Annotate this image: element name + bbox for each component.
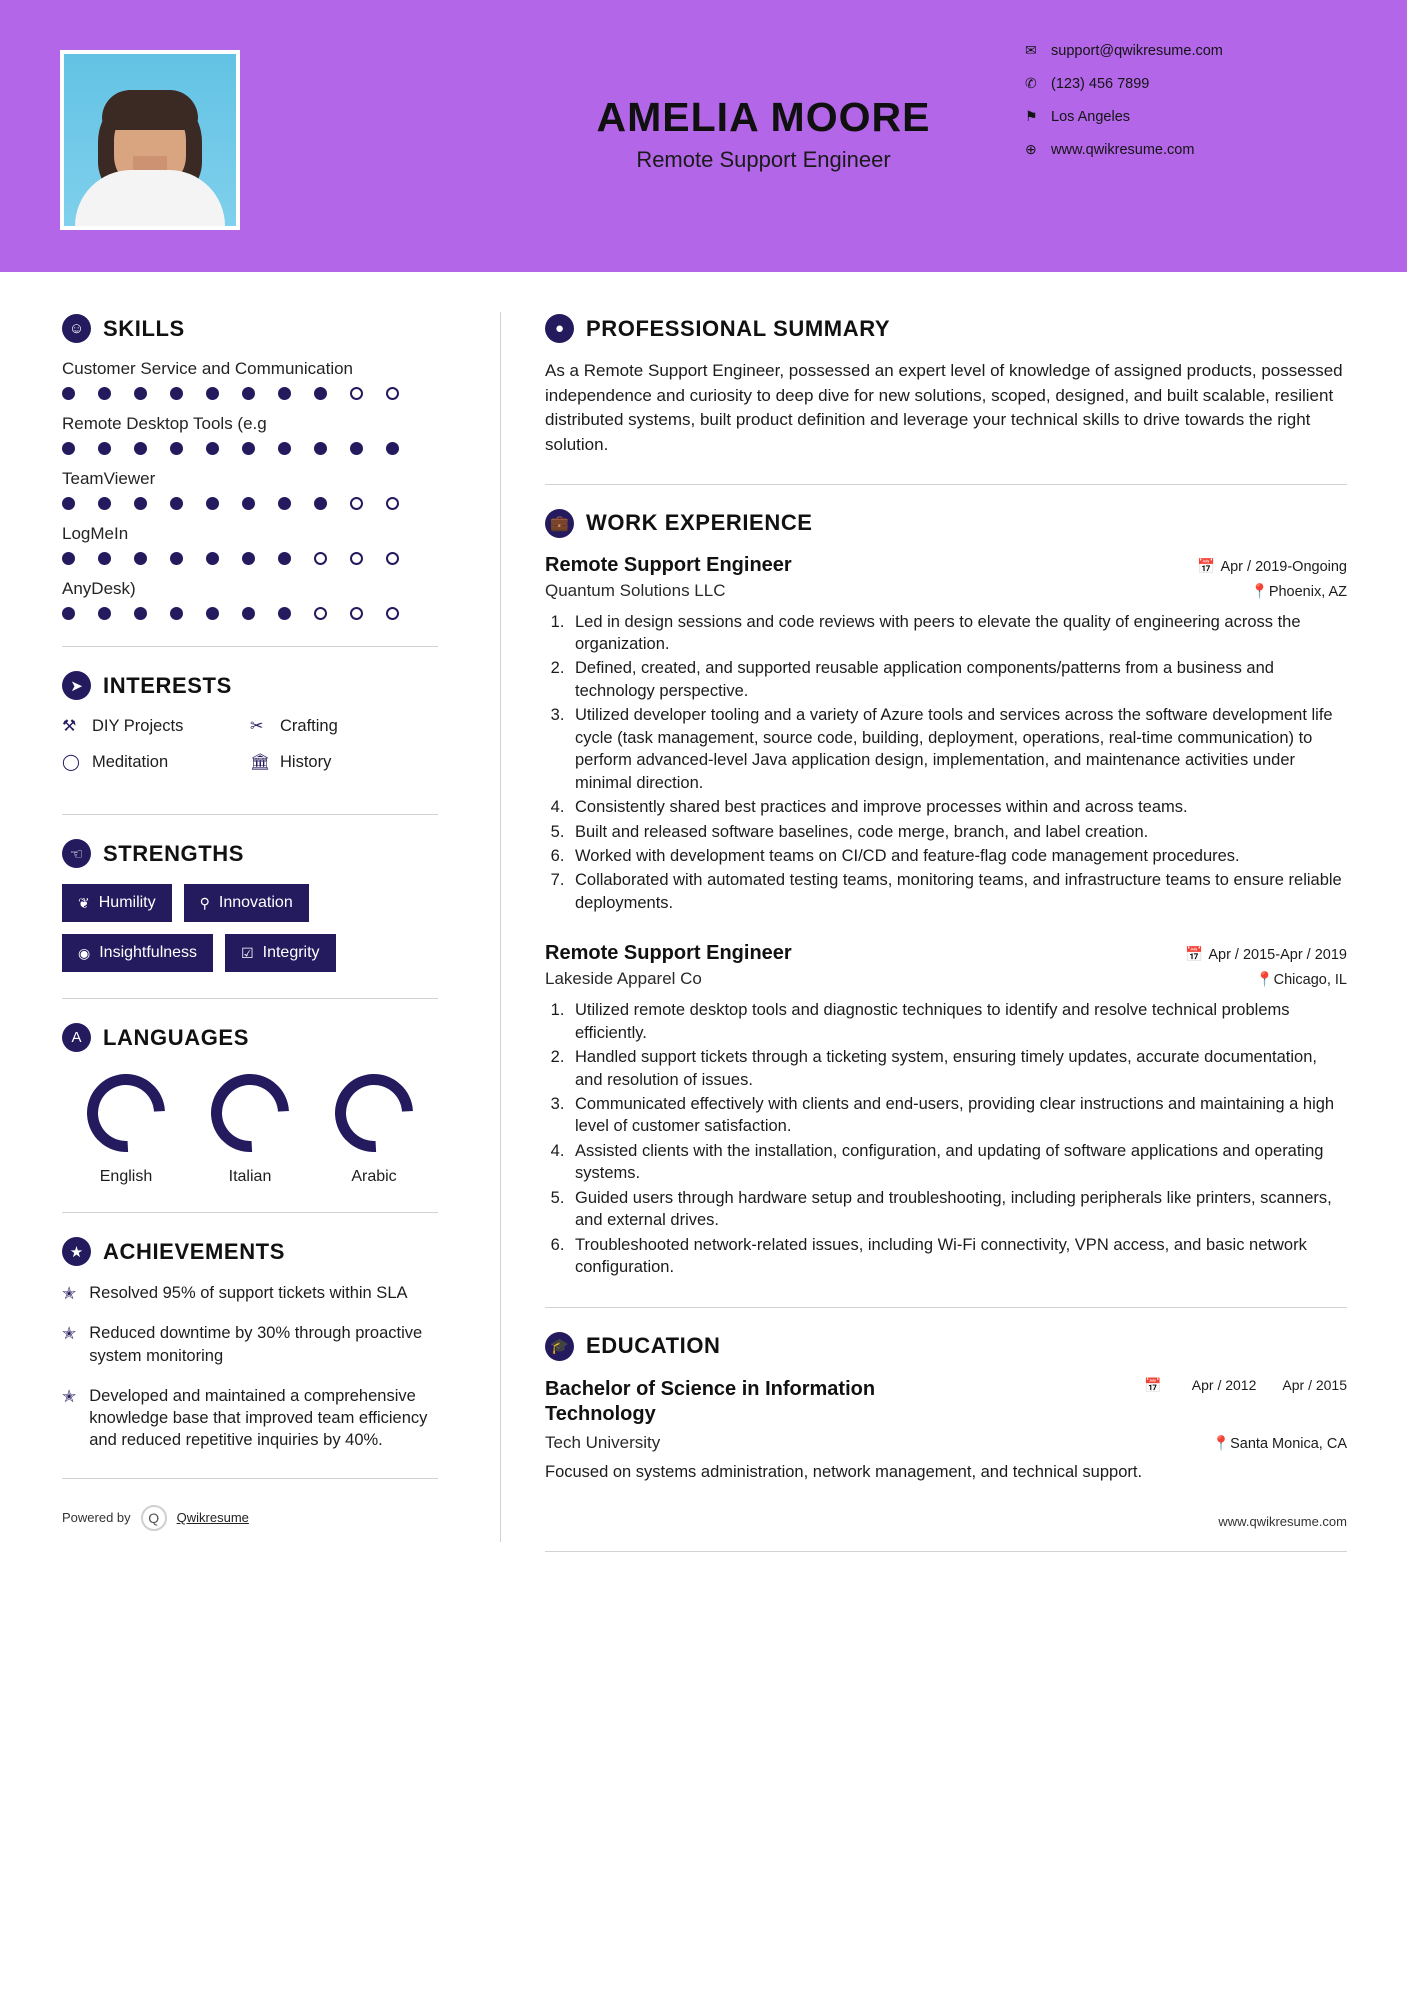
skill-rating	[62, 607, 438, 620]
language-progress-ring	[71, 1058, 181, 1168]
interests-list	[62, 716, 438, 788]
skill-label: LogMeIn	[62, 524, 129, 543]
job-bullet: 7. Collaborated with automated testing teams, monitoring teams, and infrastructure teams to ensure reliable deployments.	[569, 869, 1347, 914]
language-icon: A	[62, 1023, 91, 1052]
avatar	[60, 50, 240, 230]
achievement-text: Developed and maintained a comprehensive knowledge base that improved team efficiency and reduced repetitive inquiries by 40%.	[89, 1386, 428, 1450]
strength-label: Insightfulness	[99, 944, 198, 961]
achievement-item	[62, 1322, 438, 1367]
qwikresume-logo-icon: Q	[141, 1505, 167, 1531]
skill-rating	[62, 387, 438, 400]
skill-rating	[62, 442, 438, 455]
achievement-text: Reduced downtime by 30% through proactive system monitoring	[89, 1324, 423, 1365]
phone-icon: ✆	[1025, 75, 1037, 91]
language-item	[190, 1074, 310, 1186]
strength-chip	[62, 884, 172, 922]
paper-plane-icon: ➤	[62, 671, 91, 700]
envelope-icon: ✉	[1025, 42, 1037, 58]
job-bullet: 4. Assisted clients with the installation, configuration, and updating of software applications and operating systems.	[569, 1140, 1347, 1185]
skill-label: Customer Service and Communication	[62, 359, 354, 378]
work-item	[545, 942, 1347, 1278]
strengths-list	[62, 884, 438, 972]
skill-rating	[62, 497, 438, 510]
skill-rating	[62, 552, 438, 565]
job-bullet: 3. Communicated effectively with clients and end-users, providing clear instructions and maintaining a high level of customer satisfaction.	[569, 1093, 1347, 1138]
contact-list	[1025, 42, 1345, 174]
work-item	[545, 554, 1347, 915]
job-company: Lakeside Apparel Co	[545, 969, 702, 989]
job-company: Quantum Solutions LLC	[545, 580, 726, 600]
divider	[545, 484, 1347, 485]
divider	[545, 1307, 1347, 1308]
interest-item	[250, 752, 438, 772]
section-title-skills: SKILLS	[103, 315, 185, 341]
section-languages-header	[62, 1023, 438, 1052]
qwikresume-link[interactable]: Qwikresume	[176, 1510, 249, 1526]
powered-by-label: Powered by	[62, 1510, 131, 1526]
bulb-icon: ⚲	[199, 894, 210, 911]
divider	[62, 1212, 438, 1213]
star-icon: ✭	[62, 1386, 77, 1406]
education-location: 📍Santa Monica, CA	[1212, 1435, 1347, 1452]
language-progress-ring	[319, 1058, 429, 1168]
language-label: Italian	[228, 1168, 272, 1185]
section-strengths-header	[62, 839, 438, 868]
language-label: Arabic	[351, 1168, 397, 1185]
achievement-text: Resolved 95% of support tickets within SLA	[89, 1284, 408, 1302]
languages-list	[62, 1068, 438, 1186]
education-dates	[1144, 1377, 1347, 1394]
interest-item	[62, 752, 250, 772]
section-work-header	[545, 509, 1347, 538]
calendar-icon: 📅	[1144, 1376, 1162, 1393]
achievement-item	[62, 1282, 438, 1304]
divider	[62, 998, 438, 999]
contact-location	[1025, 108, 1345, 125]
interest-label: DIY Projects	[92, 716, 184, 735]
section-summary-header	[545, 314, 1347, 343]
job-bullet: 3. Utilized developer tooling and a variety of Azure tools and services across the software development life cycle (task management, source code, building, deployment, operations, real-time communication) to perform advanced-level Java application design, implementation, and maintenance activities under minimal direction.	[569, 704, 1347, 794]
education-end-date: Apr / 2015	[1282, 1376, 1347, 1393]
section-title-interests: INTERESTS	[103, 672, 232, 698]
star-icon: ✭	[62, 1284, 77, 1303]
interest-label: History	[280, 752, 332, 771]
strength-label: Humility	[98, 894, 156, 911]
section-interests-header	[62, 671, 438, 700]
language-label: English	[99, 1168, 153, 1185]
job-location: 📍Chicago, IL	[1255, 972, 1347, 989]
user-circle-icon: ●	[545, 314, 574, 343]
section-title-achievements: ACHIEVEMENTS	[103, 1238, 285, 1264]
education-description: Focused on systems administration, network management, and technical support.	[545, 1462, 1143, 1481]
contact-location-value: Los Angeles	[1051, 108, 1131, 125]
skill-label: TeamViewer	[62, 469, 156, 488]
contact-website[interactable]	[1025, 141, 1345, 158]
scissors-icon: ✂	[250, 718, 264, 735]
section-title-languages: LANGUAGES	[103, 1024, 249, 1050]
location-pin-icon: 📍	[1255, 972, 1274, 989]
section-education-header	[545, 1332, 1347, 1361]
circle-icon: ◯	[62, 754, 80, 771]
interest-label: Crafting	[280, 716, 338, 735]
candidate-name: AMELIA MOORE	[596, 94, 931, 140]
divider	[62, 1478, 438, 1479]
education-degree: Bachelor of Science in Information Technology	[545, 1377, 876, 1425]
contact-email[interactable]	[1025, 42, 1345, 59]
star-icon: ✭	[62, 1324, 77, 1344]
resume-header	[0, 0, 1407, 272]
job-bullet: 5. Built and released software baselines, code merge, branch, and label creation.	[569, 821, 1347, 843]
section-achievements-header	[62, 1237, 438, 1266]
job-title: Remote Support Engineer	[545, 553, 792, 576]
contact-email-value: support@qwikresume.com	[1051, 42, 1223, 59]
education-school: Tech University	[545, 1432, 661, 1452]
strength-chip	[184, 884, 309, 922]
education-start-date: Apr / 2012	[1191, 1376, 1257, 1393]
contact-phone[interactable]	[1025, 75, 1345, 92]
location-pin-icon: 📍	[1212, 1435, 1231, 1452]
language-item	[66, 1074, 186, 1186]
contact-website-value: www.qwikresume.com	[1051, 141, 1195, 158]
job-bullet: 2. Defined, created, and supported reusable application components/patterns from a business and technology perspective.	[569, 657, 1347, 702]
section-title-summary: PROFESSIONAL SUMMARY	[586, 315, 891, 341]
education-item	[545, 1377, 1347, 1484]
briefcase-icon: 💼	[545, 509, 574, 538]
language-progress-ring	[195, 1058, 305, 1168]
strength-label: Innovation	[218, 894, 293, 911]
powered-by	[62, 1505, 438, 1531]
job-title: Remote Support Engineer	[545, 942, 792, 965]
main-column	[501, 272, 1407, 1572]
job-bullets	[569, 999, 1347, 1278]
job-bullet: 6. Troubleshooted network-related issues, including Wi-Fi connectivity, VPN access, and basic network configuration.	[569, 1234, 1347, 1279]
strength-chip	[62, 934, 213, 972]
location-pin-icon: 📍	[1250, 583, 1269, 600]
candidate-role: Remote Support Engineer	[636, 147, 891, 172]
interest-label: Meditation	[92, 752, 169, 771]
job-location: 📍Phoenix, AZ	[1250, 583, 1347, 600]
interest-item	[250, 716, 438, 736]
star-badge-icon: ★	[62, 1237, 91, 1266]
skill-label: AnyDesk)	[62, 579, 136, 598]
job-bullet: 1. Utilized remote desktop tools and diagnostic techniques to identify and resolve technical problems efficiently.	[569, 999, 1347, 1044]
wrench-icon: ⚒	[62, 718, 77, 735]
job-bullet: 6. Worked with development teams on CI/CD and feature-flag code management procedures.	[569, 845, 1347, 867]
language-item	[314, 1074, 434, 1186]
divider	[62, 646, 438, 647]
divider	[62, 814, 438, 815]
calendar-icon: 📅	[1197, 558, 1216, 575]
strength-chip	[225, 934, 335, 972]
bank-icon: 🏛	[250, 754, 271, 771]
job-bullet: 5. Guided users through hardware setup and troubleshooting, including peripherals like printers, scanners, and external drives.	[569, 1187, 1347, 1232]
strength-label: Integrity	[262, 944, 320, 961]
job-bullet: 2. Handled support tickets through a ticketing system, ensuring timely updates, accurate documentation, and resolution of issues.	[569, 1046, 1347, 1091]
graduation-icon: 🎓	[545, 1332, 574, 1361]
footer-website: www.qwikresume.com	[1218, 1513, 1347, 1529]
contact-phone-value: (123) 456 7899	[1051, 75, 1150, 92]
job-bullet: 4. Consistently shared best practices and improve processes within and across teams.	[569, 796, 1347, 818]
interest-item	[62, 716, 250, 736]
skills-list	[62, 359, 438, 620]
section-skills-header	[62, 314, 438, 343]
divider	[545, 1551, 1347, 1552]
sidebar	[0, 272, 500, 1572]
job-bullets	[569, 611, 1347, 915]
lightbulb-icon: ☺	[62, 314, 91, 343]
globe-icon: ⊕	[1025, 141, 1037, 157]
summary-text: As a Remote Support Engineer, possessed an expert level of knowledge of assigned products, possessed independence and curiosity to deep dive for new solutions, scoped, designed, and built scalable, resilient distributed systems, built product definition and leverage your technical skills to drive towards the right solution.	[545, 361, 1343, 454]
section-title-education: EDUCATION	[586, 1333, 721, 1358]
calendar-icon: 📅	[1185, 947, 1204, 964]
section-title-strengths: STRENGTHS	[103, 840, 245, 866]
eye-icon: ◉	[78, 944, 91, 961]
location-icon: ⚑	[1025, 108, 1038, 124]
skill-label: Remote Desktop Tools (e.g	[62, 414, 267, 433]
check-box-icon: ☑	[241, 944, 254, 961]
achievement-item	[62, 1385, 438, 1452]
job-dates: 📅 Apr / 2019-Ongoing	[1197, 558, 1347, 575]
leaf-icon: ❦	[78, 894, 90, 911]
job-dates: 📅 Apr / 2015-Apr / 2019	[1185, 947, 1347, 964]
job-bullet: 1. Led in design sessions and code reviews with peers to elevate the quality of engineering across the organization.	[569, 611, 1347, 656]
achievements-list	[62, 1282, 438, 1452]
fist-icon: ☜	[62, 839, 91, 868]
section-title-work: WORK EXPERIENCE	[586, 510, 813, 536]
